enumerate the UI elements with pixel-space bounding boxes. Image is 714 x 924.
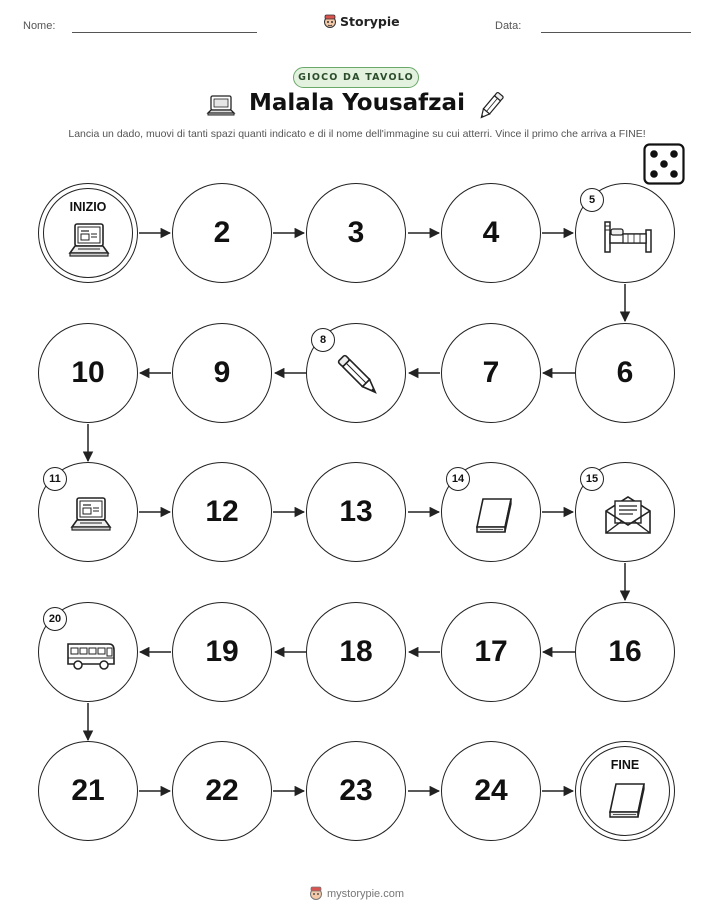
board-space-13 <box>306 462 406 562</box>
board-space-23 <box>306 741 406 841</box>
space-number: 7 <box>482 356 500 389</box>
board-space-6 <box>575 323 675 423</box>
storypie-mascot-icon <box>309 886 323 901</box>
board-space-18 <box>306 602 406 702</box>
finish-space <box>575 741 675 841</box>
space-number-tag: 14 <box>446 467 470 491</box>
board-space-22 <box>172 741 272 841</box>
board-space-10 <box>38 323 138 423</box>
date-line[interactable] <box>541 32 691 33</box>
board-space-16 <box>575 602 675 702</box>
space-number-tag: 5 <box>580 188 604 212</box>
board-space-4 <box>441 183 541 283</box>
space-number: 6 <box>616 356 634 389</box>
pencil-icon <box>331 348 387 409</box>
board-space-9 <box>172 323 272 423</box>
bus-icon <box>65 638 117 677</box>
space-number-tag: 20 <box>43 607 67 631</box>
space-number: 2 <box>213 216 231 249</box>
name-label: Nome: <box>23 20 56 32</box>
page-title: Malala Yousafzai <box>249 90 465 116</box>
space-number: 3 <box>347 216 365 249</box>
envelope-icon <box>603 493 653 542</box>
pencil-icon <box>474 90 508 122</box>
space-label: FINE <box>610 758 640 772</box>
book-icon <box>471 495 517 540</box>
laptop-icon <box>206 94 236 118</box>
board-space-8 <box>306 323 406 423</box>
board-space-21 <box>38 741 138 841</box>
space-number: 18 <box>339 635 373 668</box>
board-space-3 <box>306 183 406 283</box>
book-icon <box>604 780 650 825</box>
brand-logo <box>323 14 400 29</box>
space-number: 16 <box>608 635 642 668</box>
name-line[interactable] <box>72 32 257 33</box>
space-number: 9 <box>213 356 231 389</box>
space-number: 10 <box>71 356 105 389</box>
space-number: 22 <box>205 774 239 807</box>
space-number: 21 <box>71 774 105 807</box>
space-label: INIZIO <box>69 200 107 214</box>
space-number: 13 <box>339 495 373 528</box>
laptop-icon <box>69 496 113 539</box>
space-number: 17 <box>474 635 508 668</box>
board-space-12 <box>172 462 272 562</box>
board-space-15 <box>575 462 675 562</box>
start-space <box>38 183 138 283</box>
footer <box>309 886 404 901</box>
game-type-badge: GIOCO DA TAVOLO <box>293 67 419 88</box>
board-space-14 <box>441 462 541 562</box>
board-space-24 <box>441 741 541 841</box>
bed-icon <box>602 216 654 261</box>
dice-icon <box>643 143 685 185</box>
board-space-20 <box>38 602 138 702</box>
space-number-tag: 8 <box>311 328 335 352</box>
space-number: 24 <box>474 774 508 807</box>
game-instructions: Lancia un dado, muovi di tanti spazi quanti indicato e di il nome dell'immagine su cui atterri. Vince il primo che arriva a FINE! <box>68 128 646 140</box>
laptop-icon <box>67 222 111 265</box>
space-number: 23 <box>339 774 373 807</box>
board-space-7 <box>441 323 541 423</box>
board-space-11 <box>38 462 138 562</box>
space-number: 19 <box>205 635 239 668</box>
date-label: Data: <box>495 20 522 32</box>
board-space-17 <box>441 602 541 702</box>
footer-url[interactable]: mystorypie.com <box>327 887 405 900</box>
space-number-tag: 15 <box>580 467 604 491</box>
space-number: 4 <box>482 216 500 249</box>
board-space-19 <box>172 602 272 702</box>
brand-name: Storypie <box>340 14 400 29</box>
board-space-5 <box>575 183 675 283</box>
board-space-2 <box>172 183 272 283</box>
storypie-mascot-icon <box>323 14 337 29</box>
space-number: 12 <box>205 495 239 528</box>
space-number-tag: 11 <box>43 467 67 491</box>
